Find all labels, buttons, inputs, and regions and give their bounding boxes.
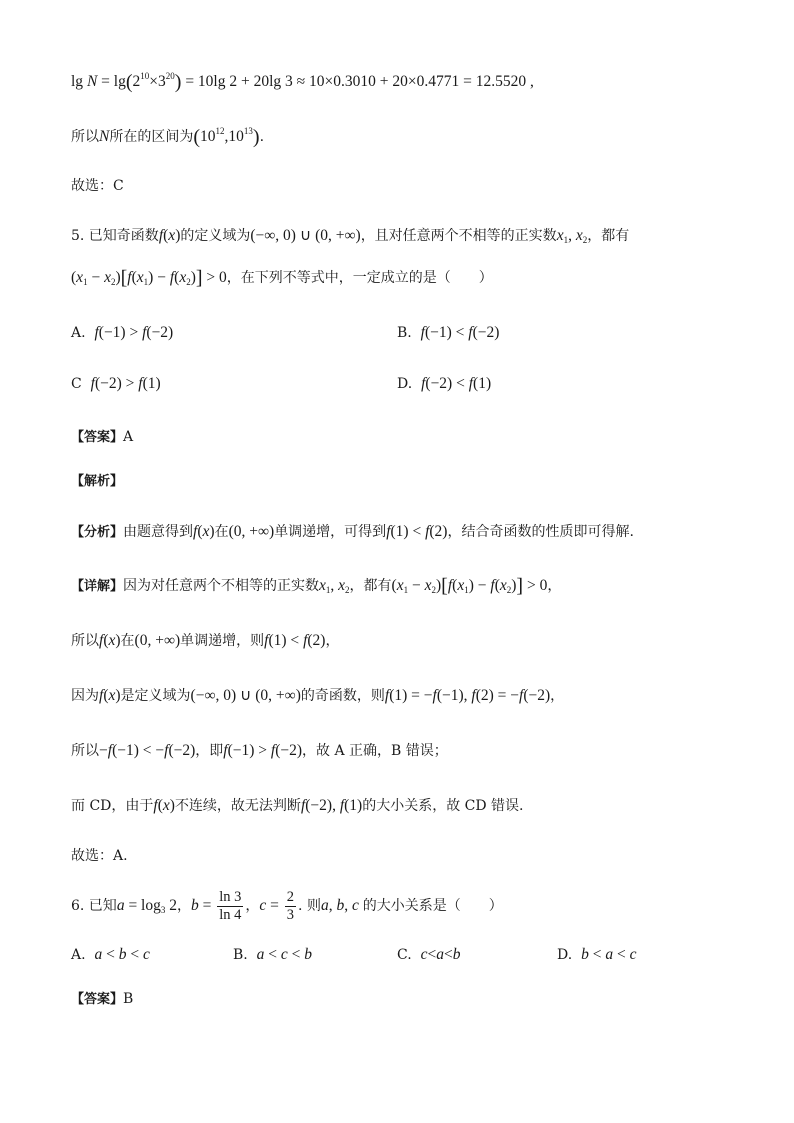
interval-sentence: 所以N所在的区间为$(10^{12},10^{13})$.	[71, 126, 265, 148]
question-5-stem-2: $(x_1 - x_2)[f(x_1) - f(x_2)] > 0$，在下列不等式中，一定成立的是（ ）	[71, 267, 493, 289]
choice-line-4: 故选：C	[71, 178, 124, 194]
xiangjie-line-3: 因为f(x)是定义域为(−∞, 0) ∪ (0, +∞)的奇函数，则f(1) = −f(−1), f(2) = −f(−2)，	[71, 687, 565, 704]
question-5-stem-1: 5. 已知奇函数f(x)的定义域为(−∞, 0) ∪ (0, +∞)，且对任意两个不相等的正实数$x_1$, $x_2$，都有	[71, 227, 630, 245]
analysis-5-heading: 【解析】	[71, 474, 124, 489]
xiangjie-line-4: 所以−f(−1) < −f(−2)，即f(−1) > f(−2)，故 A 正确，B 错误；	[71, 742, 448, 759]
q6-option-a: A. a < b < c	[71, 946, 150, 963]
xiangjie-line-5: 而 CD，由于f(x)不连续，故无法判断f(−2), f(1)的大小关系，故 CD 错误.	[71, 797, 524, 814]
q6-option-c: C. c<a<b	[397, 946, 461, 963]
q5-option-a: A. f(−1) > f(−2)	[71, 324, 174, 341]
xiangjie-line-2: 所以f(x)在(0, +∞)单调递增，则f(1) < f(2)，	[71, 632, 340, 649]
q6-option-d: D. b < a < c	[557, 946, 637, 963]
lgN-equation: $\lg N = \lg(2^{10}\times 3^{20}) = 10\lg$ 2 + 20lg 3 ≈ 10×0.3010 + 20×0.4771 = 12.5520 ,	[71, 71, 534, 93]
answer-6: 【答案】B	[71, 991, 134, 1007]
answer-5: 【答案】A	[71, 429, 134, 445]
fenxi-line: 【分析】由题意得到f(x)在(0, +∞)单调递增，可得到f(1) < f(2)，结合奇函数的性质即可得解.	[71, 523, 634, 540]
xiangjie-line-1: 【详解】因为对任意两个不相等的正实数$x_1$, $x_2$，都有$(x_1 - x_2)[f(x_1) - f(x_2)] > 0$，	[71, 575, 562, 597]
q5-option-d: D. f(−2) < f(1)	[397, 375, 492, 392]
q5-option-b: B. f(−1) < f(−2)	[397, 324, 500, 341]
question-6-stem: 6. 已知$a = \log_3 2$，b = $\frac{\ln 3}{\ln 4}$ ，c = $\frac{2}{3}$ . 则a, b, c 的大小关系是（ ）	[71, 888, 503, 923]
q5-option-c: C f(−2) > f(1)	[71, 375, 161, 392]
choice-line-5: 故选：A.	[71, 848, 128, 864]
q6-option-b: B. a < c < b	[233, 946, 313, 963]
